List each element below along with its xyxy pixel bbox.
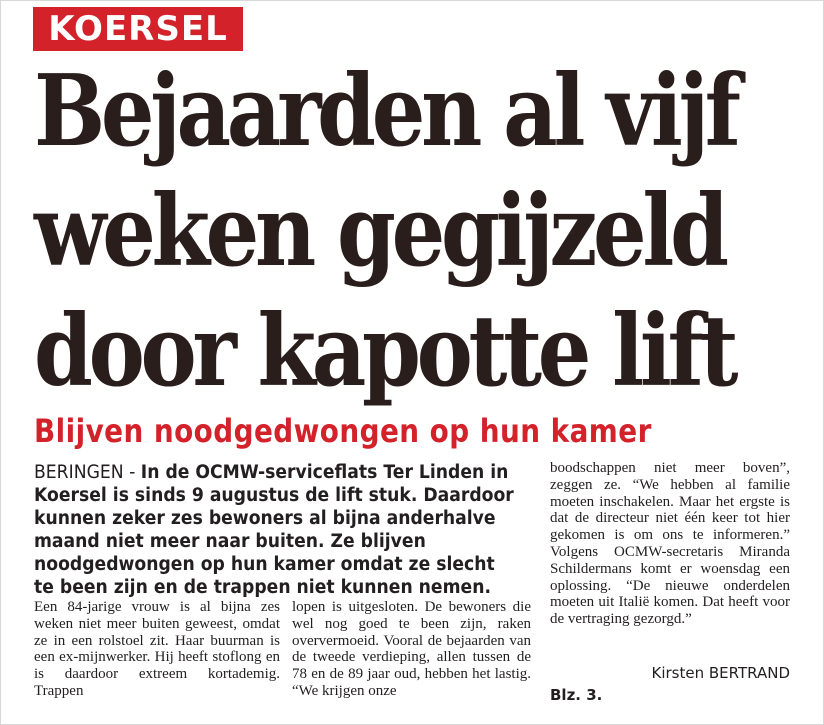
page-reference: Blz. 3. bbox=[550, 686, 603, 704]
body-column-1: Een 84-jarige vrouw is al bijna zes weken niet meer buiten geweest, omdat ze in een rolstoel zit. Haar buurman is een ex-mijnwerker. Hij heeft stoflong en is daardoor extreem kortademig. Trappen bbox=[34, 599, 280, 699]
lead-paragraph bbox=[34, 461, 518, 599]
headline bbox=[34, 52, 737, 412]
headline-line-3: door kapotte lift bbox=[34, 294, 735, 409]
headline-line-1: Bejaarden al vijf bbox=[34, 54, 737, 169]
byline: Kirsten BERTRAND bbox=[651, 664, 790, 682]
dateline-place: BERINGEN - bbox=[34, 462, 141, 483]
kicker-label: KOERSEL bbox=[48, 9, 228, 49]
headline-line-2: weken gegijzeld bbox=[34, 174, 725, 289]
section-kicker bbox=[33, 7, 243, 51]
subheadline: Blijven noodgedwongen op hun kamer bbox=[34, 412, 652, 450]
body-column-3: boodschappen niet meer boven”, zeggen ze. “We hebben al familie moeten inschakelen. Maar het ergste is dat de directeur niet één keer tot hier gekomen is om ons te informeren.” Volgens OCMW-secretaris Miranda Schildermans komt er woensdag een oplossing. “De nieuwe onderdelen moeten uit Italië komen. Dat heeft voor de vertraging gezorgd.” bbox=[550, 460, 790, 628]
lead-text: In de OCMW-serviceflats Ter Linden in Koersel is sinds 9 augustus de lift stuk. Daardoor kunnen zeker zes bewoners al bijna anderhalve maand niet meer naar buiten. Ze blijven noodgedwongen op hun kamer omdat ze slecht te been zijn en de trappen niet kunnen nemen. bbox=[34, 462, 514, 598]
body-column-2: lopen is uitgesloten. De bewoners die wel nog goed te been zijn, raken oververmoeid. Vooral de bejaarden van de tweede verdieping, allen tussen de 78 en de 89 jaar oud, hebben het lastig. “We krijgen onze bbox=[292, 599, 531, 699]
